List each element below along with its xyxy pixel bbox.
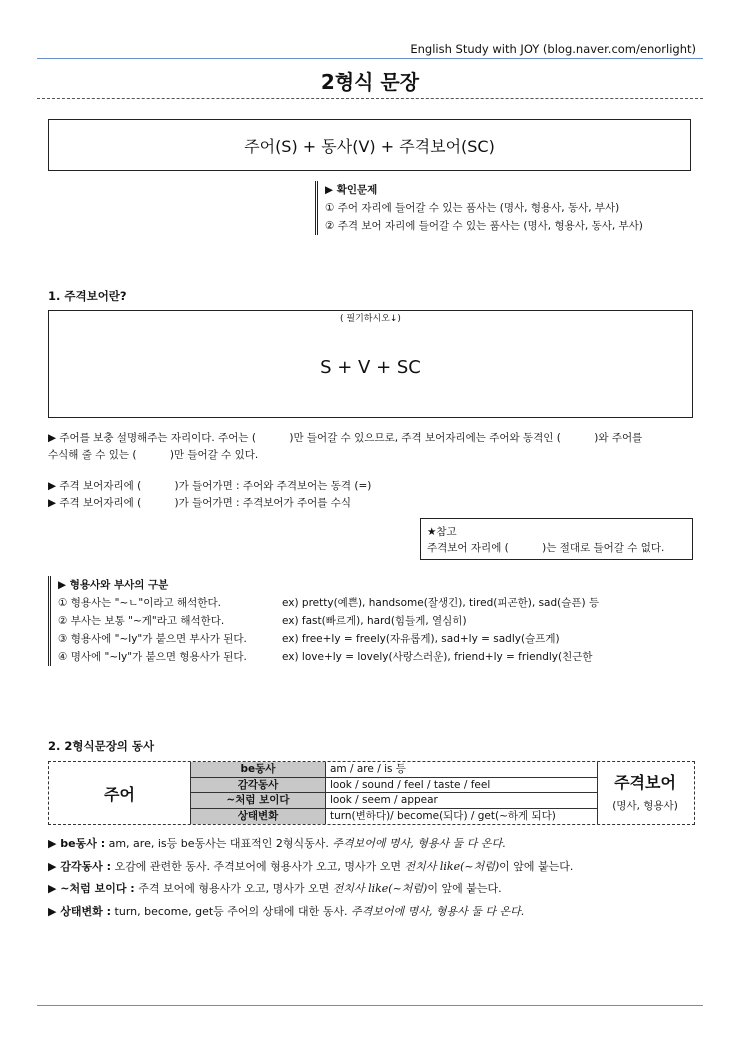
- paragraph-line-1: ▶ 주어를 보충 설명해주는 자리이다. 주어는 ( )만 들어갈 수 있으므로, 주격 보어자리에는 주어와 동격인 ( )와 주어를: [48, 432, 643, 444]
- subject-cell: 주어: [104, 784, 135, 804]
- sv-formula: S + V + SC: [320, 357, 421, 378]
- complement-note: (명사, 형용사): [612, 800, 678, 812]
- table-row: [191, 793, 597, 809]
- complement-label: 주격보어: [614, 773, 676, 792]
- note-text: 이 앞에 붙는다.: [499, 859, 574, 873]
- write-hint: ( 필기하시오↓): [340, 314, 401, 324]
- list-item: [58, 630, 708, 648]
- page-title: 2형식 문장: [320, 70, 420, 94]
- table-row: [191, 762, 597, 778]
- note-label: ▶ 상태변화 :: [48, 904, 112, 918]
- reference-note: [420, 518, 693, 560]
- table-row: [191, 778, 597, 794]
- check-question-2: ② 주격 보어 자리에 들어갈 수 있는 품사는 (명사, 형용사, 동사, 부사): [325, 220, 643, 232]
- section2-heading: 2. 2형식문장의 동사: [48, 739, 155, 753]
- list-item: [58, 648, 708, 666]
- sv-formula-box: [48, 310, 693, 418]
- note-text: am, are, is등 be동사는 대표적인 2형식동사.: [105, 837, 333, 850]
- complement-cell: [596, 762, 694, 824]
- list-item: [48, 901, 573, 924]
- rule-text: ① 형용사는 "~ㄴ"이라고 해석한다.: [58, 597, 221, 609]
- note-text: turn, become, get등 주어의 상태에 대한 동사.: [111, 904, 352, 918]
- verb-examples: turn(변하다)/ become(되다) / get(~하게 되다): [330, 809, 556, 822]
- check-question-1: ① 주어 자리에 들어갈 수 있는 품사는 (명사, 형용사, 동사, 부사): [325, 202, 620, 214]
- handwritten-note: 주격보어에 명사, 형용사 둘 다 온다.: [351, 904, 525, 918]
- title-divider: [37, 98, 703, 99]
- table-row: [191, 809, 597, 825]
- example-text: ex) pretty(예쁜), handsome(잘생긴), tired(피곤한), sad(슬픈) 등: [282, 597, 600, 609]
- list-item: [48, 833, 573, 856]
- list-item: [58, 612, 708, 630]
- verb-notes: [48, 833, 573, 923]
- verb-table: [48, 761, 695, 825]
- note-label: ▶ be동사 :: [48, 837, 106, 850]
- note-title: ★참고: [427, 526, 457, 538]
- adj-adv-heading: ▶ 형용사와 부사의 구분: [58, 579, 169, 591]
- bullet-noun: ▶ 주격 보어자리에 ( )가 들어가면 : 주어와 주격보어는 동격 (=): [48, 480, 372, 492]
- verb-examples: am / are / is 등: [330, 763, 406, 775]
- bullet-adjective: ▶ 주격 보어자리에 ( )가 들어가면 : 주격보어가 주어를 수식: [48, 497, 352, 509]
- rule-text: ③ 형용사에 "~ly"가 붙으면 부사가 된다.: [58, 633, 247, 645]
- header-divider: [37, 58, 703, 59]
- formula-text: 주어(S) + 동사(V) + 주격보어(SC): [244, 136, 495, 156]
- note-label: ▶ ~처럼 보이다 :: [48, 882, 135, 895]
- note-text: 이 앞에 붙는다.: [427, 882, 502, 895]
- rule-text: ② 부사는 보통 "~게"라고 해석한다.: [58, 615, 225, 627]
- handwritten-note: 전치사 like(~처럼): [404, 859, 500, 873]
- note-label: ▶ 감각동사 :: [48, 859, 112, 873]
- example-text: ex) free+ly = freely(자유롭게), sad+ly = sadly(슬프게): [282, 633, 560, 645]
- list-item: [58, 594, 708, 612]
- example-text: ex) love+ly = lovely(사랑스러운), friend+ly = friendly(친근한: [282, 651, 593, 663]
- verb-grid: [190, 762, 598, 824]
- paragraph-line-2: 수식해 줄 수 있는 ( )만 들어갈 수 있다.: [48, 449, 259, 461]
- note-text: 주격보어 자리에 ( )는 절대로 들어갈 수 없다.: [427, 542, 665, 554]
- handwritten-note: 전치사 like(~처럼): [332, 882, 428, 895]
- example-text: ex) fast(빠르게), hard(힘들게, 열심히): [282, 615, 467, 627]
- handwritten-note: 주격보어에 명사, 형용사 둘 다 온다.: [332, 837, 506, 850]
- section1-paragraph: [48, 430, 698, 464]
- complement-bullets: [48, 478, 371, 512]
- footer-divider: [37, 1005, 703, 1006]
- section1-heading: 1. 주격보어란?: [48, 289, 127, 303]
- verb-examples: look / seem / appear: [330, 794, 438, 806]
- check-questions: [315, 181, 643, 235]
- rule-text: ④ 명사에 "~ly"가 붙으면 형용사가 된다.: [58, 651, 247, 663]
- list-item: [48, 856, 573, 879]
- adj-adv-box: [48, 576, 708, 666]
- verb-examples: look / sound / feel / taste / feel: [330, 778, 491, 791]
- verb-category: 상태변화: [191, 809, 326, 825]
- verb-category: ~처럼 보이다: [191, 793, 326, 808]
- formula-box: [48, 119, 691, 171]
- note-text: 오감에 관련한 동사. 주격보어에 형용사가 오고, 명사가 오면: [111, 859, 405, 873]
- verb-category: 감각동사: [191, 778, 326, 793]
- header-source: English Study with JOY (blog.naver.com/enorlight): [410, 42, 696, 56]
- check-heading: ▶ 확인문제: [325, 184, 378, 196]
- list-item: [48, 878, 573, 901]
- verb-category: be동사: [191, 762, 326, 777]
- note-text: 주격 보어에 형용사가 오고, 명사가 오면: [134, 882, 333, 895]
